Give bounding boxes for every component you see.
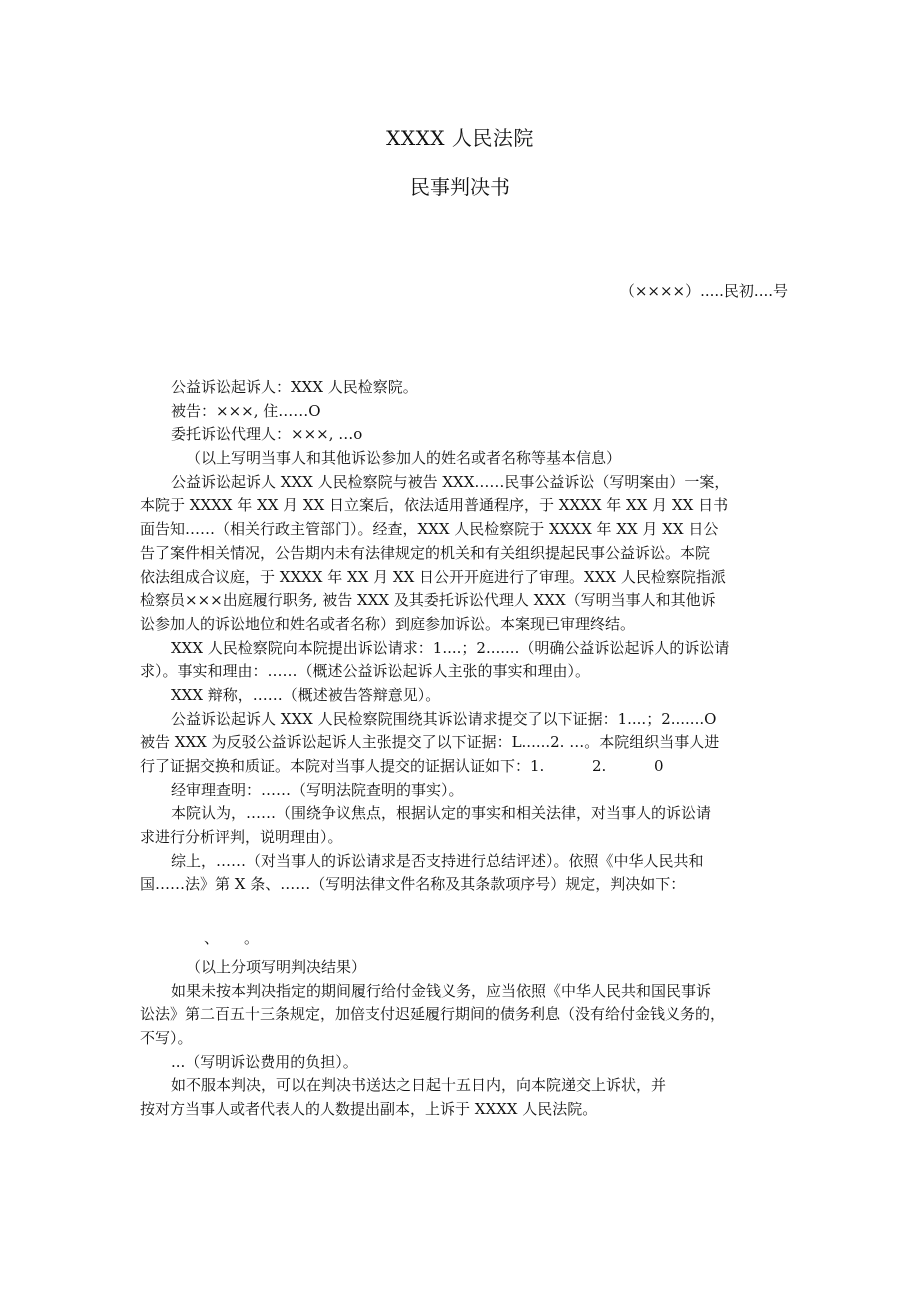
paragraph-line: 本院认为，……（围绕争议焦点，根据认定的事实和相关法律，对当事人的诉讼请 bbox=[171, 804, 712, 823]
judgment-note: （以上分项写明判决结果） bbox=[186, 957, 367, 976]
paragraph-line: 国……法》第 X 条、……（写明法律文件名称及其条款项序号）规定，判决如下： bbox=[140, 875, 686, 894]
costs-paragraph: ...（写明诉讼费用的负担）。 bbox=[171, 1052, 358, 1071]
opinion-paragraph bbox=[140, 802, 800, 849]
paragraph-line: 讼参加人的诉讼地位和姓名或者名称）到庭参加诉讼。本案现已审理终结。 bbox=[140, 614, 636, 633]
paragraph-line: 被告 XXX 为反驳公益诉讼起诉人主张提交了以下证据：L......2. …。本院组织当事人进 bbox=[140, 733, 720, 752]
interest-paragraph bbox=[140, 980, 800, 1051]
court-name: XXXX 人民法院 bbox=[386, 126, 534, 150]
parties-note: （以上写明当事人和其他诉讼参加人的姓名或者名称等基本信息） bbox=[186, 449, 622, 468]
paragraph-line: 求进行分析评判，说明理由）。 bbox=[140, 828, 343, 847]
paragraph-line: 行了证据交换和质证。本院对当事人提交的证据认证如下：1. 2. 0 bbox=[140, 757, 664, 775]
defendant-line: 被告：×××, 住……O bbox=[171, 401, 321, 420]
paragraph-line: 如果未按本判决指定的期间履行给付金钱义务，应当依照《中华人民共和国民事诉 bbox=[171, 981, 712, 1000]
paragraph-line: 本院于 XXXX 年 XX 月 XX 日立案后，依法适用普通程序，于 XXXX 年 XX 月 XX 日书 bbox=[140, 496, 729, 515]
claims-paragraph bbox=[140, 637, 800, 684]
case-number: （××××）.....民初....号 bbox=[619, 282, 788, 300]
intro-paragraph bbox=[140, 471, 800, 637]
paragraph-line: 公益诉讼起诉人 XXX 人民检察院与被告 XXX……民事公益诉讼（写明案由）一案， bbox=[171, 472, 730, 491]
paragraph-line: 不写）。 bbox=[140, 1028, 193, 1047]
paragraph-line: 告了案件相关情况，公告期内未有法律规定的机关和有关组织提起民事公益诉讼。本院 bbox=[140, 543, 711, 562]
judgment-body bbox=[140, 376, 800, 1122]
paragraph-line: 公益诉讼起诉人 XXX 人民检察院围绕其诉讼请求提交了以下证据：1....；2.......O bbox=[171, 709, 717, 728]
plaintiff-line: 公益诉讼起诉人：XXX 人民检察院。 bbox=[171, 378, 418, 396]
judgment-item-mark: 。 bbox=[244, 928, 260, 947]
defense-paragraph: XXX 辩称，……（概述被告答辩意见）。 bbox=[171, 685, 441, 704]
judgment-items bbox=[140, 921, 800, 956]
agent-line: 委托诉讼代理人：×××, …o bbox=[171, 425, 363, 444]
paragraph-line: 综上，……（对当事人的诉讼请求是否支持进行总结评述）。依照《中华人民共和 bbox=[171, 851, 704, 870]
paragraph-line: 按对方当事人或者代表人的人数提出副本，上诉于 XXXX 人民法院。 bbox=[140, 1099, 598, 1118]
facts-paragraph: 经审理查明：……（写明法院查明的事实）。 bbox=[171, 780, 464, 799]
paragraph-line: 求）。事实和理由：……（概述公益诉讼起诉人主张的事实和理由）。 bbox=[140, 662, 591, 681]
paragraph-line: 面告知……（相关行政主管部门）。经查，XXX 人民检察院于 XXXX 年 XX 月 XX 日公 bbox=[140, 520, 719, 539]
conclusion-paragraph bbox=[140, 850, 800, 897]
judgment-item-mark: 、 bbox=[204, 928, 220, 947]
paragraph-line: 依法组成合议庭，于 XXXX 年 XX 月 XX 日公开开庭进行了审理。XXX 人民检察院指派 bbox=[140, 567, 726, 586]
appeal-paragraph bbox=[140, 1074, 800, 1121]
document-type-title: 民事判决书 bbox=[410, 175, 510, 199]
evidence-paragraph bbox=[140, 708, 800, 779]
paragraph-line: XXX 人民检察院向本院提出诉讼请求：1....；2.......（明确公益诉讼起诉人的诉讼请 bbox=[171, 638, 730, 657]
paragraph-line: 讼法》第二百五十三条规定，加倍支付迟延履行期间的债务利息（没有给付金钱义务的， bbox=[140, 1005, 726, 1024]
paragraph-line: 检察员×××出庭履行职务, 被告 XXX 及其委托诉讼代理人 XXX（写明当事人和其他诉 bbox=[140, 591, 716, 610]
paragraph-line: 如不服本判决，可以在判决书送达之日起十五日内，向本院递交上诉状，并 bbox=[171, 1076, 667, 1095]
